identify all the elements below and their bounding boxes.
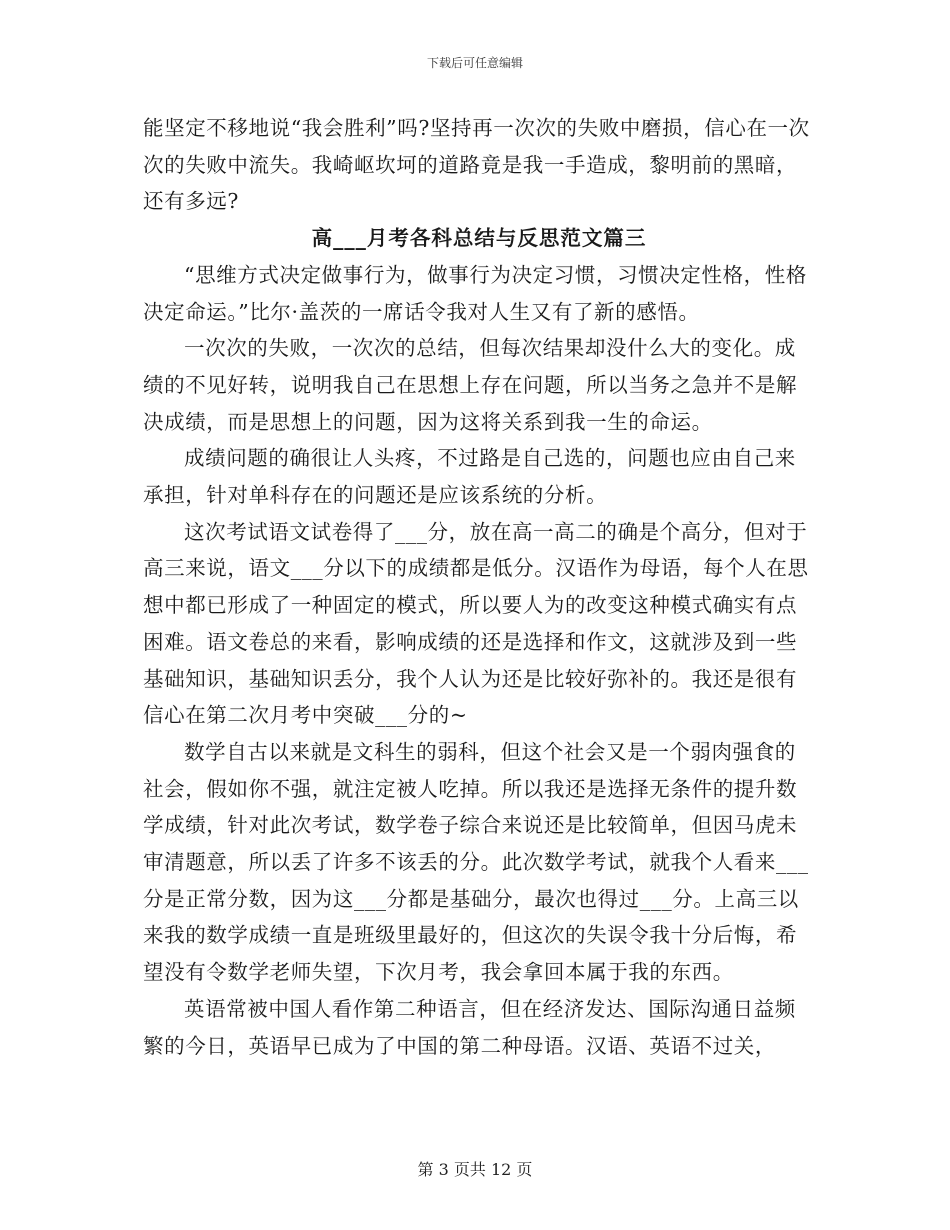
paragraph-math: 数学自古以来就是文科生的弱科，但这个社会又是一个弱肉强食的社会，假如你不强，就注定被人吃掉。所以我还是选择无条件的提升数学成绩，针对此次考试，数学卷子综合来说还是比较简单，但因马虎未审清题意，所以丢了许多不该丢的分。此次数学考试，就我个人看来___分是正常分数，因为这___分都是基础分，最次也得过___分。上高三以来我的数学成绩一直是班级里最好的，但这次的失误令我十分后悔，希望没有令数学老师失望，下次月考，我会拿回本属于我的东西。 (143, 739, 809, 985)
paragraph-english: 英语常被中国人看作第二种语言，但在经济发达、国际沟通日益频繁的今日，英语早已成为了中国的第二种母语。汉语、英语不过关， (143, 996, 796, 1058)
paragraph-intro: 能坚定不移地说“我会胜利”吗?坚持再一次次的失败中磨损，信心在一次次的失败中流失。我崎岖坎坷的道路竟是我一手造成，黎明前的黑暗，还有多远? (143, 116, 810, 214)
paragraph-quote: “思维方式决定做事行为，做事行为决定习惯，习惯决定性格，性格决定命运。”比尔·盖茨的一席话令我对人生又有了新的感悟。 (143, 262, 807, 324)
page-header-note: 下载后可任意编辑 (426, 56, 523, 70)
paragraph-analysis: 成绩问题的确很让人头疼，不过路是自己选的，问题也应由自己来承担，针对单科存在的问题还是应该系统的分析。 (143, 446, 796, 508)
document-body (143, 110, 815, 1064)
paragraph-chinese: 这次考试语文试卷得了___分，放在高一高二的确是个高分，但对于高三来说，语文___分以下的成绩都是低分。汉语作为母语，每个人在思想中都已形成了一种固定的模式，所以要人为的改变这种模式确实有点困难。语文卷总的来看，影响成绩的还是选择和作文，这就涉及到一些基础知识，基础知识丢分，我个人认为还是比较好弥补的。我还是很有信心在第二次月考中突破___分的~ (143, 519, 809, 728)
paragraph-reflection: 一次次的失败，一次次的总结，但每次结果却没什么大的变化。成绩的不见好转，说明我自己在思想上存在问题，所以当务之急并不是解决成绩，而是思想上的问题，因为这将关系到我一生的命运。 (143, 336, 798, 434)
section-title: 高___月考各科总结与反思范文篇三 (311, 226, 647, 251)
page-number: 第 3 页共 12 页 (417, 1160, 533, 1179)
